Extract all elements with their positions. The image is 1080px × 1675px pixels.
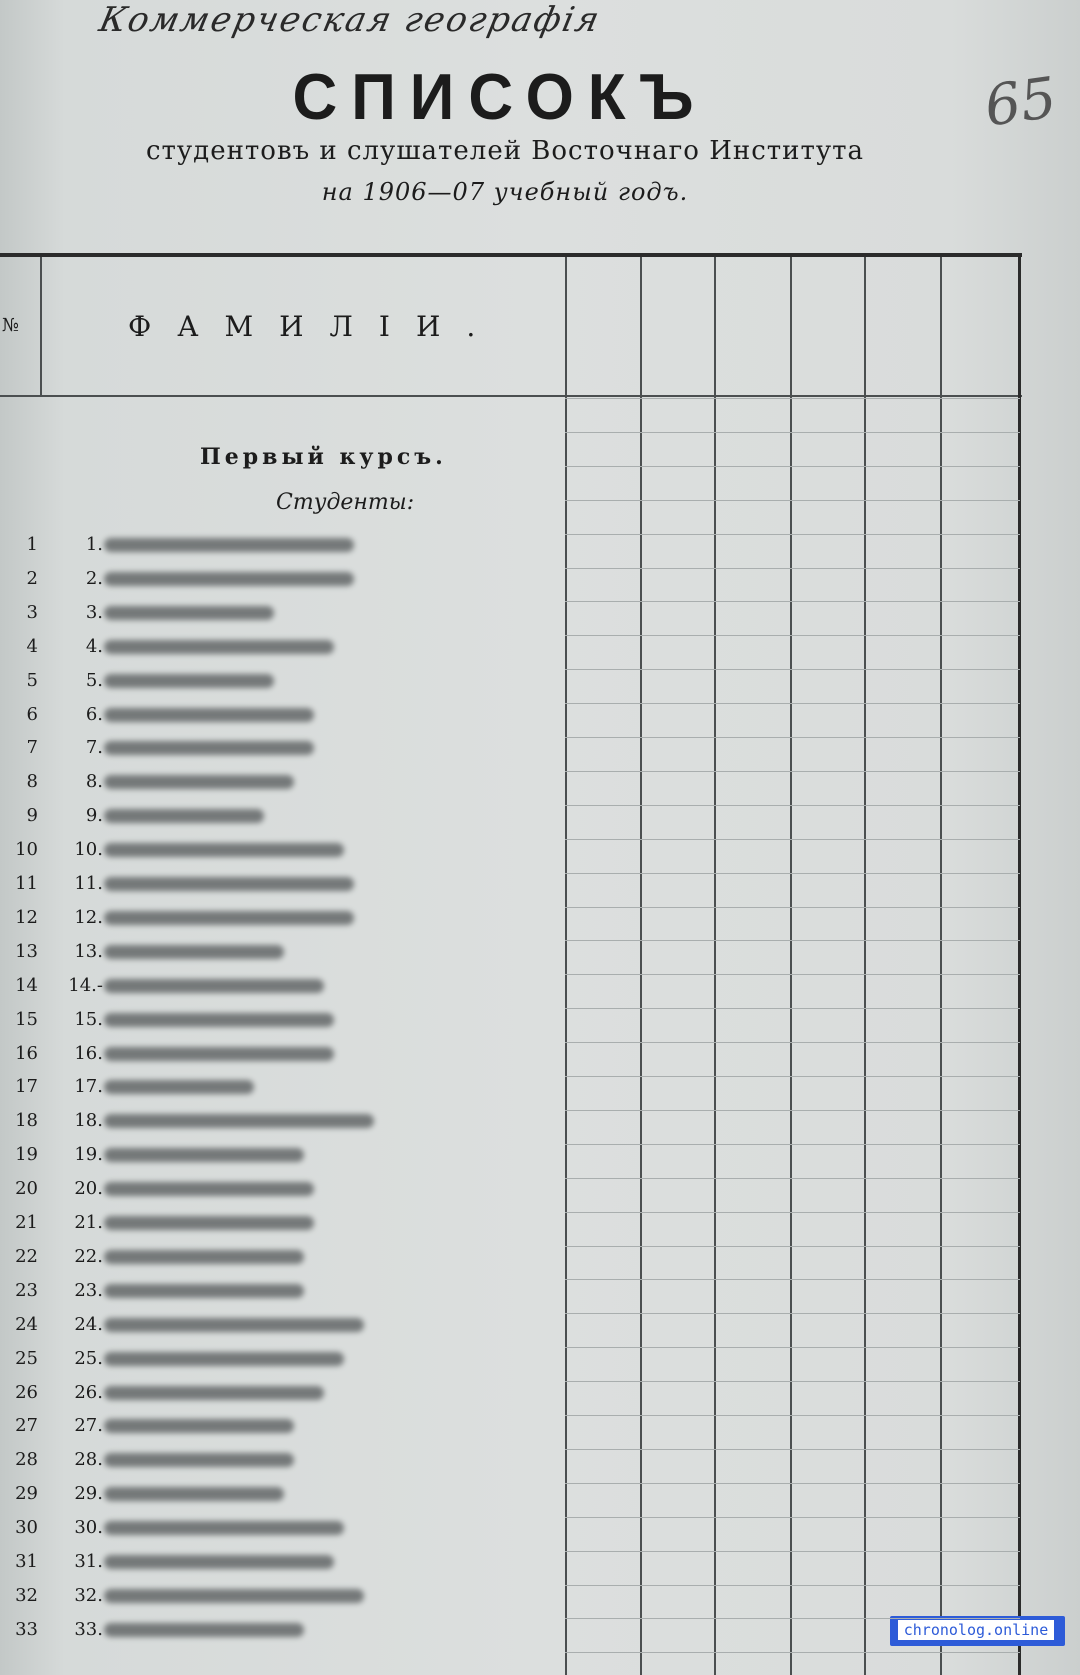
column-divider [864, 257, 866, 1675]
redacted-name [104, 1114, 374, 1128]
list-index: 24. [74, 1313, 103, 1335]
row-rule [565, 534, 1020, 535]
redacted-name [104, 538, 354, 552]
row-number: 26 [15, 1381, 38, 1403]
redacted-name [104, 741, 314, 755]
row-rule [565, 1347, 1020, 1348]
row-number: 23 [15, 1279, 38, 1301]
row-number: 22 [15, 1245, 38, 1267]
redacted-name [104, 1047, 334, 1061]
row-number: 16 [15, 1042, 38, 1064]
document-subtitle: студентовъ и слушателей Восточнаго Института [145, 136, 865, 166]
redacted-name [104, 1318, 364, 1332]
list-index: 32. [74, 1584, 103, 1606]
list-index: 22. [74, 1245, 103, 1267]
list-index: 2. [85, 567, 103, 589]
row-number: 9 [26, 805, 38, 827]
row-rule [565, 1652, 1020, 1653]
redacted-name [104, 1148, 304, 1162]
row-number: 7 [26, 737, 38, 759]
list-index: 26. [74, 1381, 103, 1403]
row-number: 33 [15, 1618, 38, 1640]
row-rule [565, 635, 1020, 636]
row-rule [565, 771, 1020, 772]
redacted-name [104, 1555, 334, 1569]
row-rule [565, 669, 1020, 670]
row-rule [565, 1618, 1020, 1619]
column-divider [940, 257, 942, 1675]
redacted-name [104, 1080, 254, 1094]
redacted-name [104, 708, 314, 722]
list-index: 21. [74, 1212, 103, 1233]
row-rule [565, 703, 1020, 704]
redacted-name [104, 979, 324, 993]
redacted-name [104, 572, 354, 586]
redacted-name [104, 775, 294, 789]
row-number: 1 [26, 534, 38, 555]
row-rule [565, 1483, 1020, 1484]
redacted-name [104, 1623, 304, 1637]
row-number: 11 [15, 873, 38, 894]
academic-year: на 1906—07 учебный годъ. [321, 178, 689, 206]
redacted-name [104, 1352, 344, 1366]
row-rule [565, 1551, 1020, 1552]
redacted-name [104, 1250, 304, 1264]
row-number: 27 [15, 1415, 38, 1437]
redacted-name [104, 1419, 294, 1433]
row-rule [565, 1415, 1020, 1416]
row-rule [565, 737, 1020, 738]
list-index: 28. [74, 1449, 103, 1471]
row-number: 19 [15, 1144, 38, 1166]
column-divider [640, 257, 642, 1675]
row-rule [565, 568, 1020, 569]
row-rule [565, 1381, 1020, 1382]
list-index: 12. [74, 906, 103, 928]
column-divider [40, 257, 42, 397]
redacted-name [104, 1453, 294, 1467]
row-rule [565, 601, 1020, 602]
handwritten-note: Коммерческая географія [95, 0, 605, 40]
list-index: 16. [74, 1042, 103, 1064]
list-index: 8. [85, 771, 103, 793]
row-number: 5 [26, 669, 38, 691]
page-number: 65 [980, 65, 1061, 140]
redacted-name [104, 1284, 304, 1298]
row-number: 12 [15, 906, 38, 928]
row-rule [565, 1008, 1020, 1009]
row-rule [565, 466, 1020, 467]
section-heading: Студенты: [276, 490, 415, 515]
redacted-name [104, 1589, 364, 1603]
redacted-name [104, 1013, 334, 1027]
list-index: 3. [85, 601, 103, 623]
row-number: 31 [15, 1551, 38, 1572]
redacted-name [104, 843, 344, 857]
list-index: 11. [74, 873, 103, 894]
redacted-name [104, 674, 274, 688]
redacted-name [104, 1521, 344, 1535]
list-index: 13. [74, 940, 103, 962]
list-index: 20. [74, 1178, 103, 1200]
list-index: 25. [74, 1347, 103, 1369]
row-rule [565, 432, 1020, 433]
header-bottom-rule [0, 395, 1022, 397]
list-index: 29. [74, 1483, 103, 1505]
list-index: 6. [85, 703, 103, 725]
redacted-name [104, 911, 354, 925]
list-index: 27. [74, 1415, 103, 1437]
row-rule [565, 839, 1020, 840]
row-number: 28 [15, 1449, 38, 1471]
redacted-name [104, 1487, 284, 1501]
row-number: 15 [15, 1008, 38, 1030]
row-rule [565, 940, 1020, 941]
row-number: 21 [15, 1212, 38, 1233]
redacted-name [104, 606, 274, 620]
row-rule [565, 1279, 1020, 1280]
list-index: 31. [74, 1551, 103, 1572]
row-number: 13 [15, 940, 38, 962]
list-index: 7. [85, 737, 103, 759]
row-number: 24 [15, 1313, 38, 1335]
document-title: СПИСОКЪ [292, 61, 708, 134]
row-rule [565, 1178, 1020, 1179]
list-index: 17. [74, 1076, 103, 1098]
column-header-number: № [2, 315, 20, 336]
row-rule [565, 398, 1020, 399]
redacted-name [104, 877, 354, 891]
list-index: 9. [85, 805, 103, 827]
list-index: 4. [85, 635, 103, 657]
row-number: 17 [15, 1076, 38, 1098]
watermark-badge [890, 1616, 1065, 1646]
list-index: 18. [74, 1110, 103, 1132]
list-index: 23. [74, 1279, 103, 1301]
row-rule [565, 907, 1020, 908]
row-number: 20 [15, 1178, 38, 1200]
row-rule [565, 1076, 1020, 1077]
column-divider [714, 257, 716, 1675]
redacted-name [104, 1216, 314, 1230]
redacted-name [104, 640, 334, 654]
row-rule [565, 1246, 1020, 1247]
row-number: 25 [15, 1347, 38, 1369]
row-number: 4 [26, 635, 38, 657]
row-number: 10 [15, 839, 38, 861]
bleed-through-area [700, 260, 1000, 660]
column-header-names: ФАМИЛІИ. [128, 310, 502, 343]
row-number: 2 [26, 567, 38, 589]
row-number: 30 [15, 1517, 38, 1539]
row-number: 8 [26, 771, 38, 793]
list-index: 33. [74, 1618, 103, 1640]
row-rule [565, 1144, 1020, 1145]
list-index: 19. [74, 1144, 103, 1166]
list-index: 14.- [68, 974, 103, 996]
list-index: 5. [85, 669, 103, 691]
watermark-text: chronolog.online [898, 1620, 1054, 1640]
redacted-name [104, 809, 264, 823]
column-divider [790, 257, 792, 1675]
redacted-name [104, 1182, 314, 1196]
row-rule [565, 873, 1020, 874]
list-index: 10. [74, 839, 103, 861]
course-heading: Первый курсъ. [200, 444, 447, 470]
table-right-rule [1018, 257, 1021, 1675]
row-number: 14 [15, 974, 38, 996]
row-rule [565, 1212, 1020, 1213]
row-number: 3 [26, 601, 38, 623]
row-number: 18 [15, 1110, 38, 1132]
row-rule [565, 805, 1020, 806]
redacted-name [104, 945, 284, 959]
row-rule [565, 1110, 1020, 1111]
row-number: 6 [26, 703, 38, 725]
table-top-rule [0, 253, 1022, 257]
row-number: 29 [15, 1483, 38, 1505]
list-index: 1. [85, 534, 103, 555]
row-rule [565, 500, 1020, 501]
row-rule [565, 974, 1020, 975]
column-divider [565, 257, 567, 1675]
list-index: 15. [74, 1008, 103, 1030]
row-number: 32 [15, 1584, 38, 1606]
row-rule [565, 1449, 1020, 1450]
row-rule [565, 1313, 1020, 1314]
list-index: 30. [74, 1517, 103, 1539]
redacted-name [104, 1386, 324, 1400]
row-rule [565, 1042, 1020, 1043]
row-rule [565, 1517, 1020, 1518]
row-rule [565, 1585, 1020, 1586]
